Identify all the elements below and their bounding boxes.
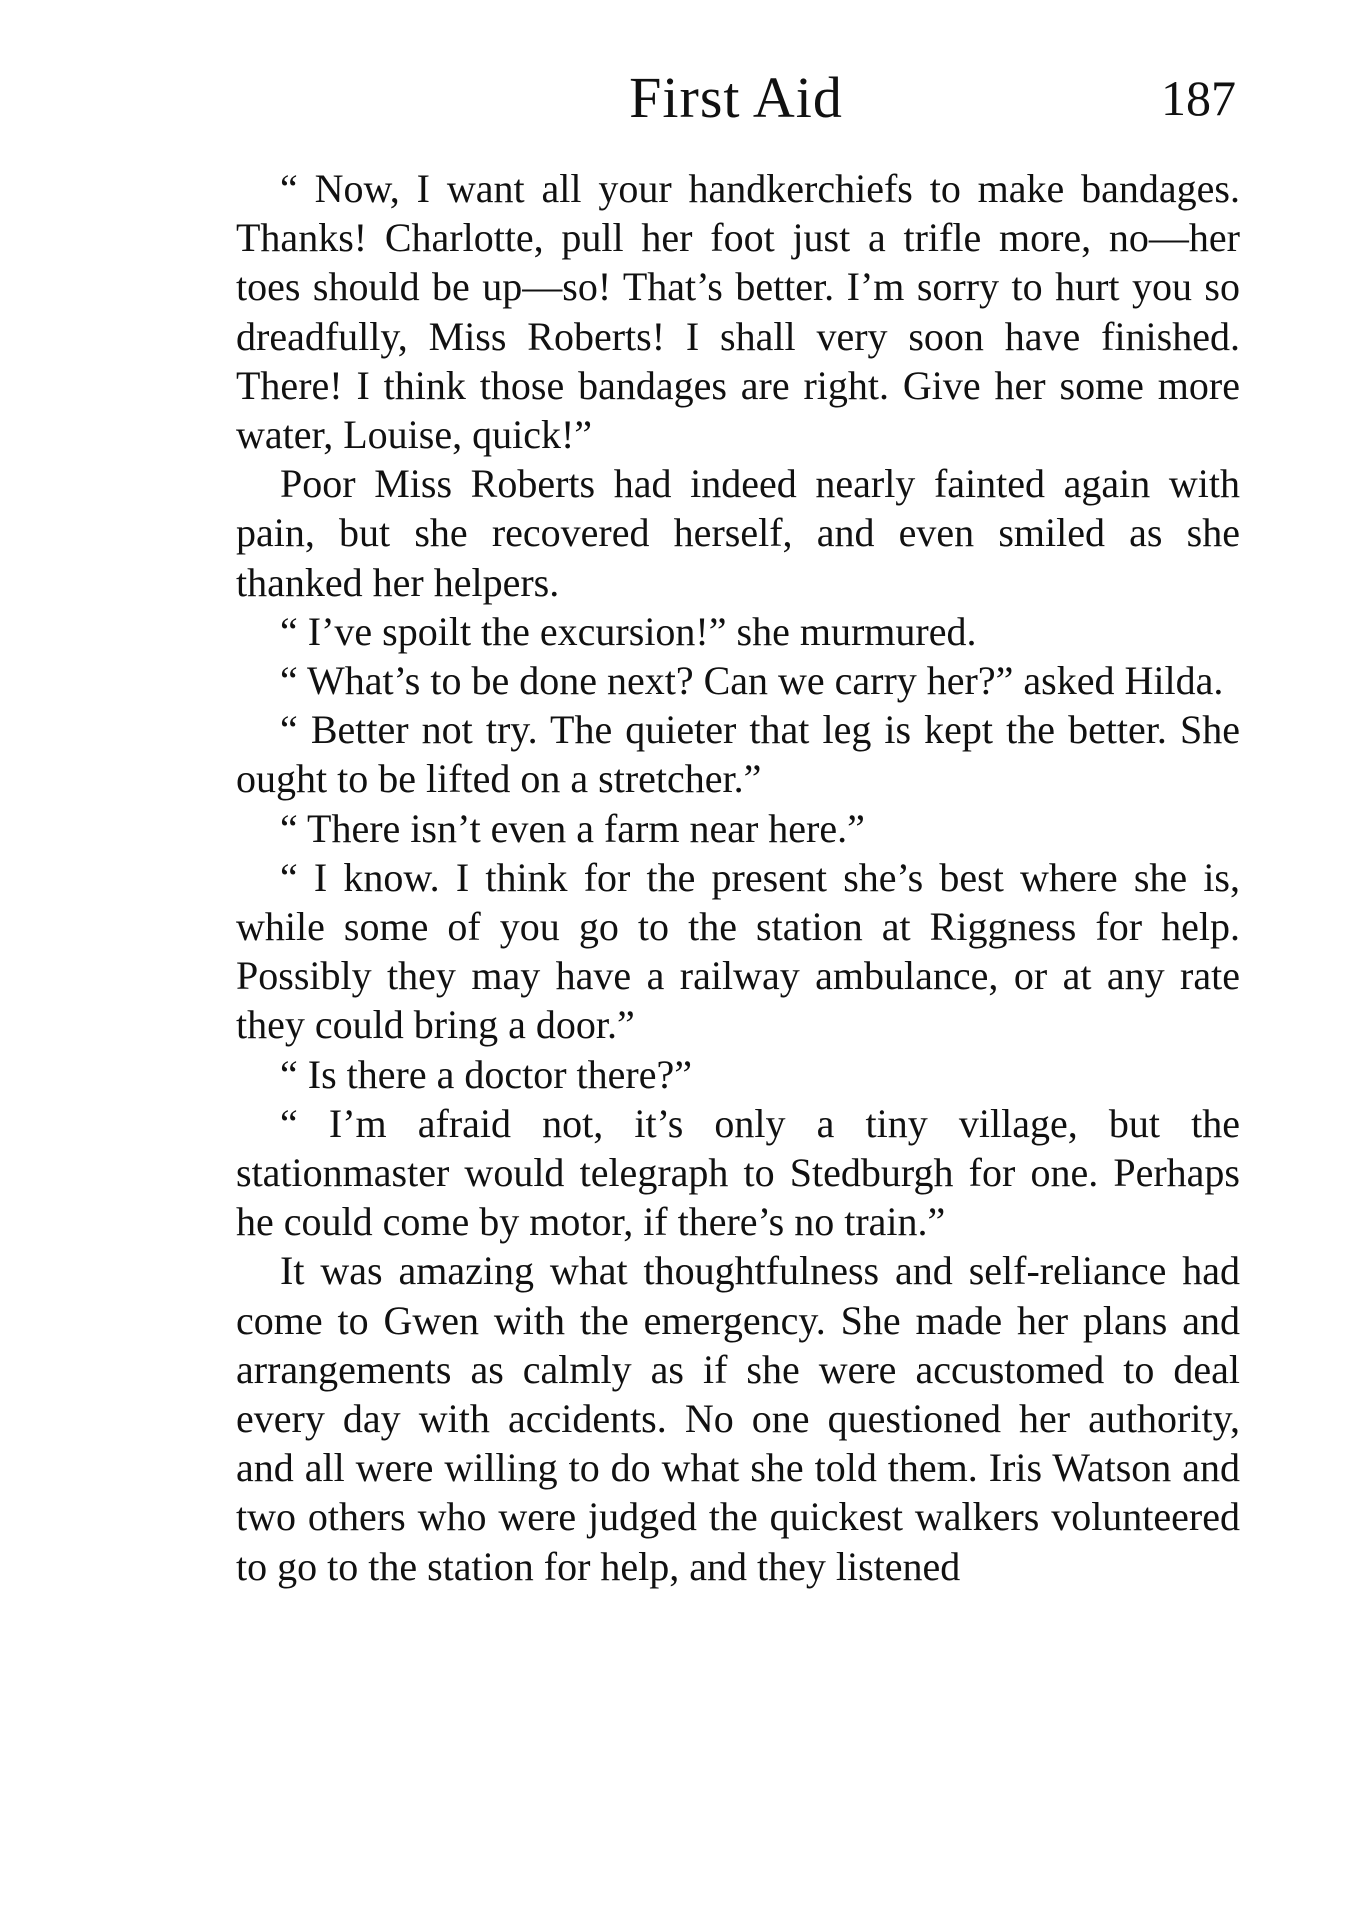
page-number: 187 bbox=[1161, 70, 1236, 126]
paragraph: “ I’m afraid not, it’s only a tiny village, but the stationmaster would telegraph to Stedburgh for one. Perhaps he could come by motor, if there’s no train.” bbox=[236, 1100, 1240, 1245]
paragraph: “ What’s to be done next? Can we carry her?” asked Hilda. bbox=[280, 658, 1224, 704]
paragraph: It was amazing what thoughtfulness and self-reliance had come to Gwen with the emergency. She made her plans and arrangements as calmly as if she were accustomed to deal every day with accidents. No one questioned her authority, and all were willing to do what she told them. Iris Watson and two others who were judged the quickest walkers volunteered to go to the station for help, and they listened bbox=[236, 1248, 1240, 1589]
chapter-title: First Aid bbox=[629, 65, 843, 130]
running-head bbox=[236, 58, 1236, 138]
paragraph: “ Better not try. The quieter that leg is kept the better. She ought to be lifted on a stretcher.” bbox=[236, 707, 1240, 802]
paragraph: “ I know. I think for the present she’s best where she is, while some of you go to the station at Riggness for help. Possibly they may have a railway ambulance, or at any rate they could bring a door.” bbox=[236, 854, 1240, 1048]
paragraph: “ I’ve spoilt the excursion!” she murmured. bbox=[280, 608, 977, 654]
paragraph: “ There isn’t even a farm near here.” bbox=[280, 805, 865, 851]
paragraph: “ Is there a doctor there?” bbox=[280, 1051, 692, 1097]
paragraph: Poor Miss Roberts had indeed nearly fainted again with pain, but she recovered herself, and even smiled as she thanked her helpers. bbox=[236, 461, 1240, 605]
body-text bbox=[236, 164, 1240, 1591]
paragraph: “ Now, I want all your handkerchiefs to make bandages. Thanks! Charlotte, pull her foot just a trifle more, no—her toes should be up—so! That’s better. I’m sorry to hurt you so dreadfully, Miss Roberts! I shall very soon have finished. There! I think those bandages are right. Give her some more water, Louise, quick!” bbox=[236, 166, 1240, 458]
